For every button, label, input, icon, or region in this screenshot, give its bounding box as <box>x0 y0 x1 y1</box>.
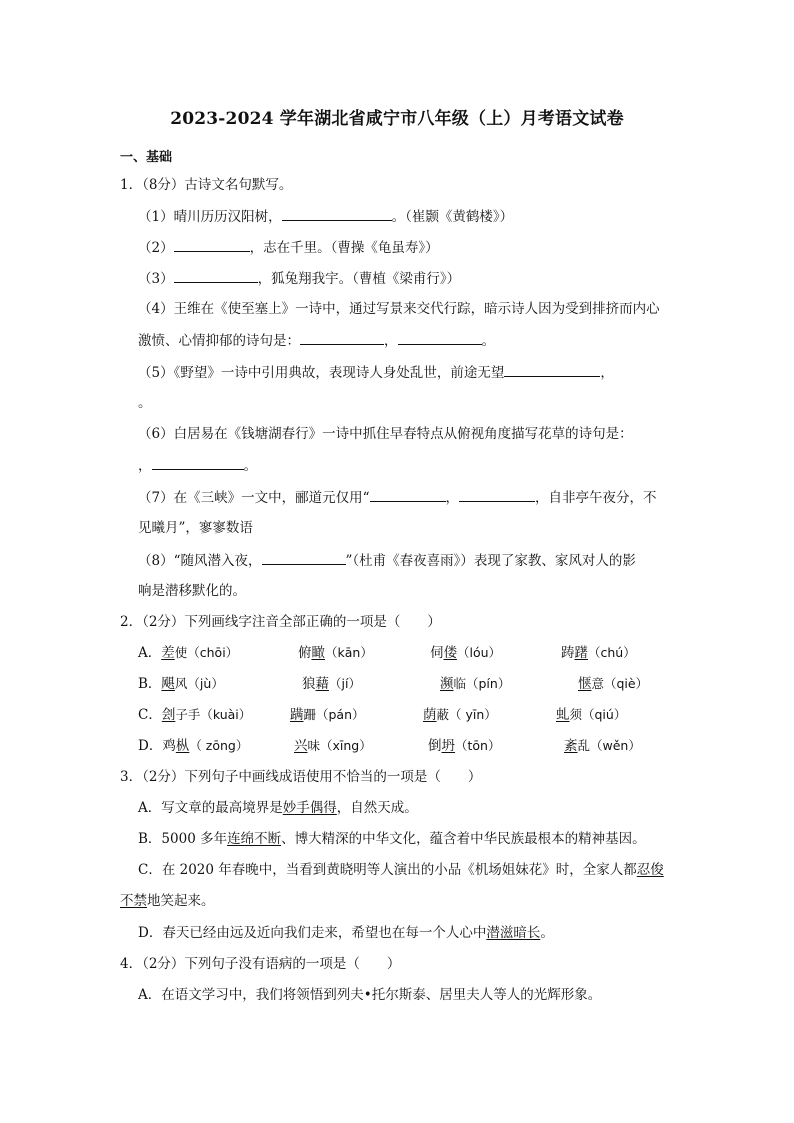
q1-item-8-blank[interactable] <box>262 550 346 565</box>
q1-item-3-text-b: ，狐兔翔我宇。（曹植《梁甫行》） <box>257 271 461 287</box>
q1-item-7-line-2: 见曦月”，寥寥数语 <box>138 520 253 536</box>
underlined-char: 瞰 <box>311 645 325 661</box>
q1-item-8-text-b: ”（杜甫《春夜喜雨》）表现了家教、家风对人的影 <box>345 553 636 569</box>
q1-item-6-blank[interactable] <box>152 455 244 470</box>
pinyin: 使（chōi） <box>174 645 239 660</box>
char: 俯 <box>298 645 312 661</box>
q1-item-8-line-2: 响是潜移默化的。 <box>138 583 246 599</box>
pinyin: 味（xīng） <box>307 738 372 753</box>
q1-item-5-line-2: 。 <box>138 395 152 411</box>
q1-item-7-blank-2[interactable] <box>459 487 535 502</box>
q1-item-5-text-a: （5）《野望》一诗中引用典故，表现诗人身处乱世，前途无望 <box>138 365 505 381</box>
underlined-idiom: 潜滋暗长 <box>486 925 541 941</box>
q1-item-2 <box>138 237 680 258</box>
option-text: 地笑起来。 <box>147 893 215 909</box>
option-text: B．5000 多年 <box>138 831 228 847</box>
q3-option-c-line-2[interactable] <box>120 891 680 911</box>
underlined-char: 兴 <box>294 738 308 754</box>
q1-item-4-blank-1[interactable] <box>300 330 384 345</box>
q1-item-5-line-1 <box>138 362 680 383</box>
underlined-char: 坍 <box>441 738 455 754</box>
q1-item-7-blank-1[interactable] <box>370 487 446 502</box>
q1-item-1-blank[interactable] <box>282 206 392 221</box>
q1-item-7-text-c: ，自非亭午夜分，不 <box>535 490 657 506</box>
char: 伺 <box>430 645 444 661</box>
option-text: ，自然天成。 <box>336 800 418 816</box>
q1-item-4-blank-2[interactable] <box>398 330 482 345</box>
q1-item-3 <box>138 268 680 289</box>
q1-item-4-text-c: ， <box>384 333 398 349</box>
q1-item-6-text-c: 。 <box>243 458 257 474</box>
char: 狼 <box>302 676 316 692</box>
page-title: 2023-2024 学年湖北省咸宁市八年级（上）月考语文试卷 <box>170 109 624 129</box>
q1-item-8-line-1 <box>138 550 680 571</box>
q1-item-2-text-a: （2） <box>138 240 174 256</box>
underlined-char: 藉 <box>315 676 329 692</box>
pinyin: 风（jù） <box>174 676 224 691</box>
underlined-char: 蹒 <box>290 707 304 723</box>
q4-stem: 4．（2分）下列句子没有语病的一项是（ ） <box>120 956 401 972</box>
underlined-char: 荫 <box>423 707 437 723</box>
q1-item-6-text-b: ， <box>138 458 152 474</box>
underlined-char: 濒 <box>440 676 454 692</box>
underlined-char: 虬 <box>556 707 570 723</box>
underlined-idiom: 忍俊 <box>636 862 664 878</box>
underlined-char: 飓 <box>161 676 175 692</box>
char: 倒 <box>428 738 442 754</box>
q3-option-a[interactable] <box>138 798 680 818</box>
q3-option-d[interactable] <box>138 923 680 943</box>
underlined-char: 躇 <box>574 645 588 661</box>
underlined-char: 差 <box>161 645 175 661</box>
option-text: 。 <box>540 925 554 941</box>
pinyin: 子手（kuài） <box>175 707 252 722</box>
option-letter: B． <box>138 676 162 692</box>
pinyin: 须（qiú） <box>569 707 627 722</box>
section-heading: 一、基础 <box>120 150 173 165</box>
q1-item-8-text-a: （8）“随风潜入夜， <box>138 553 262 569</box>
q4-option-a[interactable]: A．在语文学习中，我们将领悟到列夫•托尔斯泰、居里夫人等人的光辉形象。 <box>138 987 602 1003</box>
pinyin: 乱（wěn） <box>577 738 641 753</box>
q1-item-6-line-2 <box>138 455 680 476</box>
pinyin: （kān） <box>325 645 373 660</box>
option-text: 、博大精深的中华文化，蕴含着中华民族最根本的精神基因。 <box>281 831 646 847</box>
option-letter: D．鸡 <box>138 738 176 754</box>
q3-option-c-line-1[interactable] <box>138 860 680 880</box>
pinyin: （ zōng） <box>189 738 249 753</box>
underlined-char: 刽 <box>161 707 176 723</box>
option-text: C．在 2020 年春晚中，当看到黄晓明等人演出的小品《机场姐妹花》时，全家人都 <box>138 862 637 878</box>
q1-item-1 <box>138 206 680 227</box>
option-letter: C． <box>138 707 162 723</box>
underlined-char: 枞 <box>175 738 190 754</box>
q1-item-1-text-b: 。（崔颢《黄鹤楼》） <box>391 209 514 225</box>
q1-item-5-text-b: ， <box>600 365 614 381</box>
q1-item-3-text-a: （3） <box>138 271 174 287</box>
q2-stem: 2．（2分）下列画线字注音全部正确的一项是（ ） <box>120 614 441 630</box>
underlined-idiom: 妙手偶得 <box>282 800 337 816</box>
pinyin: （tōn） <box>455 738 501 753</box>
char: 踌 <box>561 645 575 661</box>
q1-item-4-line-1: （4）王维在《使至塞上》一诗中，通过写景来交代行踪，暗示诗人因为受到排挤而内心 <box>138 301 660 317</box>
pinyin: （chú） <box>588 645 636 660</box>
option-text: D．春天已经由远及近向我们走来，希望也在每一个人心中 <box>138 925 487 941</box>
underlined-idiom: 不禁 <box>120 893 147 909</box>
q1-item-4-line-2 <box>138 330 680 351</box>
underlined-idiom: 连绵不断 <box>227 831 282 847</box>
pinyin: 跚（pán） <box>303 707 365 722</box>
q1-item-6-line-1: （6）白居易在《钱塘湖春行》一诗中抓住早春特点从俯视角度描写花草的诗句是： <box>138 426 633 442</box>
q1-item-7-line-1 <box>138 487 680 508</box>
option-text: A．写文章的最高境界是 <box>138 800 283 816</box>
q3-stem: 3．（2分）下列句子中画线成语使用不恰当的一项是（ ） <box>120 769 482 785</box>
q1-item-4-text-b: 激愤、心情抑郁的诗句是： <box>138 333 300 349</box>
pinyin: 临（pín） <box>453 676 511 691</box>
q1-item-1-text-a: （1）晴川历历汉阳树， <box>138 209 282 225</box>
pinyin: （jí） <box>329 676 361 691</box>
underlined-char: 紊 <box>564 738 578 754</box>
pinyin: （lóu） <box>457 645 502 660</box>
q1-item-2-blank[interactable] <box>174 237 250 252</box>
q1-item-3-blank[interactable] <box>174 268 258 283</box>
pinyin: 意（qiè） <box>591 676 649 691</box>
pinyin: 蔽（ yīn） <box>436 707 497 722</box>
underlined-char: 惬 <box>578 676 592 692</box>
q1-item-7-text-a: （7）在《三峡》一文中，郦道元仅用“ <box>138 490 370 506</box>
q1-item-4-text-d: 。 <box>481 333 495 349</box>
underlined-char: 偻 <box>443 645 457 661</box>
q1-item-5-blank[interactable] <box>504 362 600 377</box>
q1-item-7-text-b: ， <box>445 490 459 506</box>
q3-option-b[interactable] <box>138 829 680 849</box>
option-letter: A． <box>138 645 162 661</box>
q1-stem: 1．（8分）古诗文名句默写。 <box>120 177 293 193</box>
q1-item-2-text-b: ，志在千里。（曹操《龟虽寿》） <box>249 240 439 256</box>
